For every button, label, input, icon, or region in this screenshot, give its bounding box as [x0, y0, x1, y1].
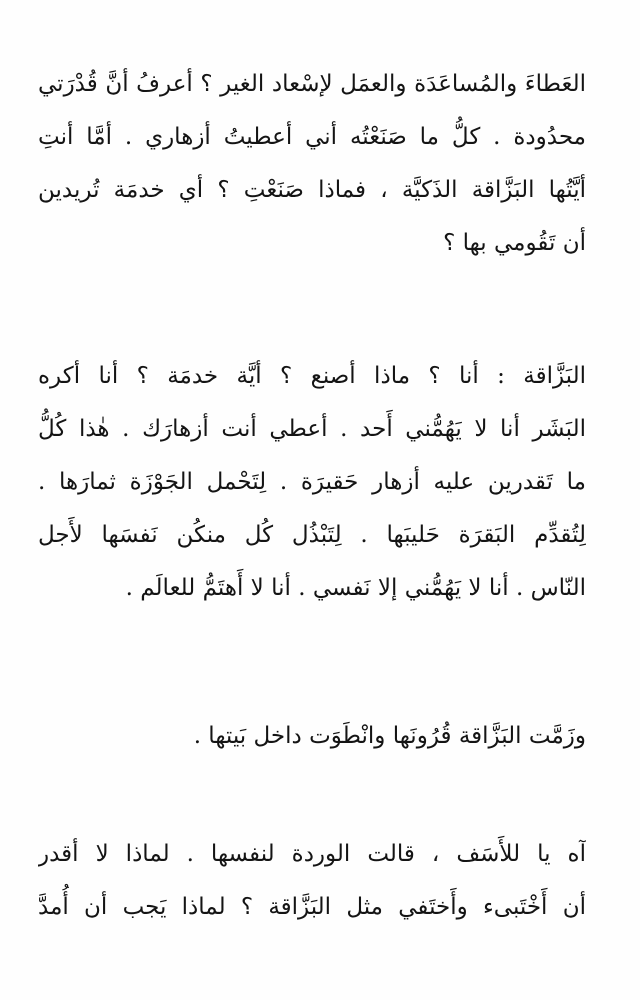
text-line: أن تَقُومي بها ؟ [443, 230, 586, 256]
text-line: ما تَقدرين عليه أزهار حَقيرَة . لِتَحْمل الجَوْزَة ثمارَها . [38, 469, 586, 495]
text-line: البَزَّاقة : أنا ؟ ماذا أصنع ؟ أيَّة خدمَة ؟ أنا أكره [38, 363, 586, 389]
text-line: لِتُقدِّم البَقرَة حَليبَها . لِتَبْذُل كُل منكُن نَفسَها لأَجل [38, 522, 586, 548]
text-line: البَشَر أنا لا يَهُمُّني أَحد . أعطي أنت أزهارَك . هٰذا كُلُّ [38, 416, 586, 442]
paragraph-rose-laments [38, 828, 586, 934]
text-line: العَطاءَ والمُساعَدَة والعمَل لإسْعاد الغير ؟ أعرفُ أنَّ قُدْرَتي [38, 71, 586, 97]
paragraph-snail-withdraws [38, 710, 586, 763]
text-line: آه يا للأَسَف ، قالت الوردة لنفسها . لماذا لا أقدر [38, 841, 586, 867]
paragraph-snail-reply [38, 350, 586, 615]
text-line: أن أَخْتَبىء وأَختَفي مثل البَزَّاقة ؟ لماذا يَجب أن أُمدَّ [38, 894, 586, 920]
text-line: النّاس . أنا لا يَهُمُّني إلا نَفسي . أنا لا أَهتَمُّ للعالَم . [125, 575, 586, 601]
text-line: محدُودة . كلُّ ما صَنَعْتُه أني أعطيتُ أزهاري . أمَّا أنتِ [38, 124, 586, 150]
paragraph-flower-question [38, 58, 586, 270]
text-line: أيَّتُها البَزَّاقة الذَكيَّة ، فماذا صَنَعْتِ ؟ أي خدمَة تُريدين [38, 177, 586, 203]
text-line: وزَمَّت البَزَّاقة قُرُونَها وانْطَوَت داخل بَيتها . [193, 723, 586, 749]
